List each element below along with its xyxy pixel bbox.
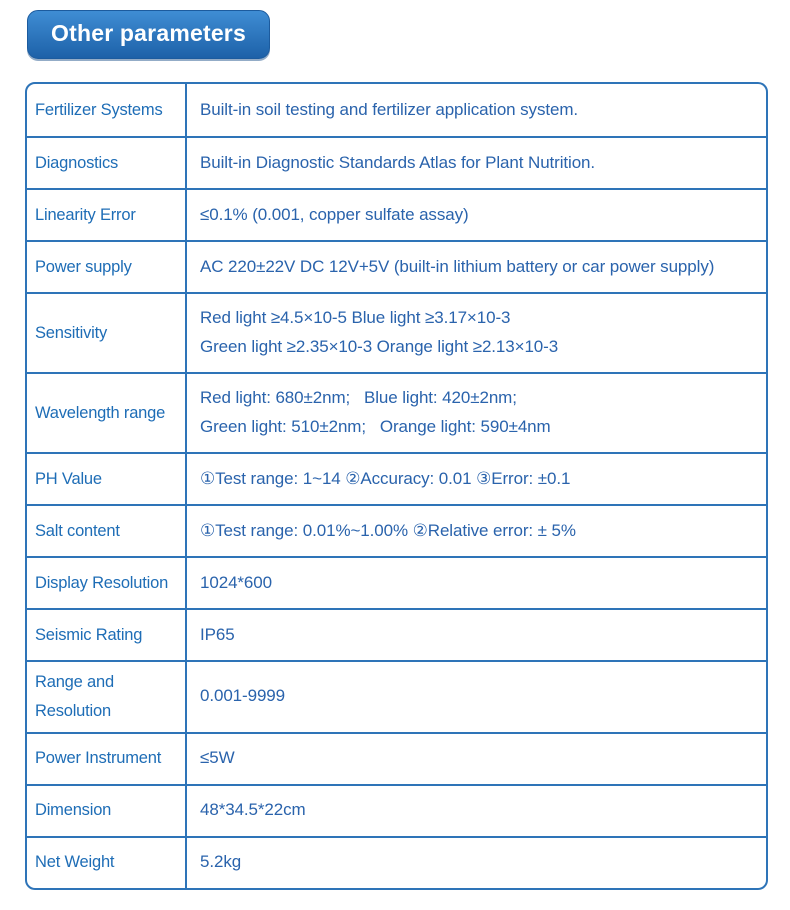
parameter-name: Display Resolution xyxy=(27,558,187,608)
parameter-name: Diagnostics xyxy=(27,138,187,188)
parameter-value-line: 5.2kg xyxy=(200,852,242,872)
parameter-name: Net Weight xyxy=(27,838,187,888)
table-row xyxy=(27,188,766,240)
parameter-value xyxy=(187,242,766,292)
parameter-name: PH Value xyxy=(27,454,187,504)
parameter-value-line: ①Test range: 0.01%~1.00% ②Relative error: ± 5% xyxy=(200,520,576,540)
parameter-value-line: Red light: 680±2nm; Blue light: 420±2nm; xyxy=(200,388,517,408)
parameter-name: Wavelength range xyxy=(27,374,187,452)
parameter-value-line: 1024*600 xyxy=(200,572,272,592)
page-title: Other parameters xyxy=(51,20,246,46)
parameter-value-line: Built-in Diagnostic Standards Atlas for Plant Nutrition. xyxy=(200,152,596,172)
parameter-name: Sensitivity xyxy=(27,294,187,372)
parameters-table xyxy=(25,82,768,890)
parameter-value xyxy=(187,734,766,784)
table-row xyxy=(27,240,766,292)
parameter-value xyxy=(187,838,766,888)
parameter-value-line: Green light ≥2.35×10-3 Orange light ≥2.13×10-3 xyxy=(200,337,559,356)
parameter-value xyxy=(187,610,766,660)
parameter-name: Range and Resolution xyxy=(27,662,187,732)
parameter-value xyxy=(187,138,766,188)
parameter-value xyxy=(187,786,766,836)
parameter-name: Power supply xyxy=(27,242,187,292)
parameter-name: Dimension xyxy=(27,786,187,836)
parameter-value-line: 0.001-9999 xyxy=(200,686,286,706)
parameter-name: Fertilizer Systems xyxy=(27,84,187,136)
parameter-value-line: Green light: 510±2nm; Orange light: 590±4nm xyxy=(200,417,551,436)
table-row xyxy=(27,504,766,556)
parameter-value-line: Red light ≥4.5×10-5 Blue light ≥3.17×10-3 xyxy=(200,308,511,328)
parameter-value-line: IP65 xyxy=(200,624,235,644)
parameter-value xyxy=(187,454,766,504)
parameter-value-line: ≤5W xyxy=(200,748,235,768)
page-title-badge xyxy=(27,10,270,59)
table-row xyxy=(27,556,766,608)
table-row xyxy=(27,836,766,888)
parameter-value xyxy=(187,506,766,556)
parameter-value-line: ①Test range: 1~14 ②Accuracy: 0.01 ③Error: ±0.1 xyxy=(200,468,571,488)
table-row xyxy=(27,136,766,188)
parameter-value-line: 48*34.5*22cm xyxy=(200,800,306,820)
parameter-name: Salt content xyxy=(27,506,187,556)
table-row xyxy=(27,608,766,660)
parameter-value xyxy=(187,190,766,240)
parameter-value-line: Built-in soil testing and fertilizer application system. xyxy=(200,99,579,119)
table-row xyxy=(27,292,766,372)
table-row xyxy=(27,452,766,504)
table-row xyxy=(27,372,766,452)
parameter-value-line: ≤0.1% (0.001, copper sulfate assay) xyxy=(200,204,469,224)
table-row xyxy=(27,784,766,836)
parameter-value xyxy=(187,374,766,452)
parameter-value xyxy=(187,558,766,608)
parameter-name: Seismic Rating xyxy=(27,610,187,660)
parameter-name: Power Instrument xyxy=(27,734,187,784)
parameter-value-line: AC 220±22V DC 12V+5V (built-in lithium battery or car power supply) xyxy=(200,256,715,276)
table-row xyxy=(27,84,766,136)
parameter-name: Linearity Error xyxy=(27,190,187,240)
table-row xyxy=(27,732,766,784)
table-row xyxy=(27,660,766,732)
parameter-value xyxy=(187,294,766,372)
parameter-value xyxy=(187,84,766,136)
parameter-value xyxy=(187,662,766,732)
